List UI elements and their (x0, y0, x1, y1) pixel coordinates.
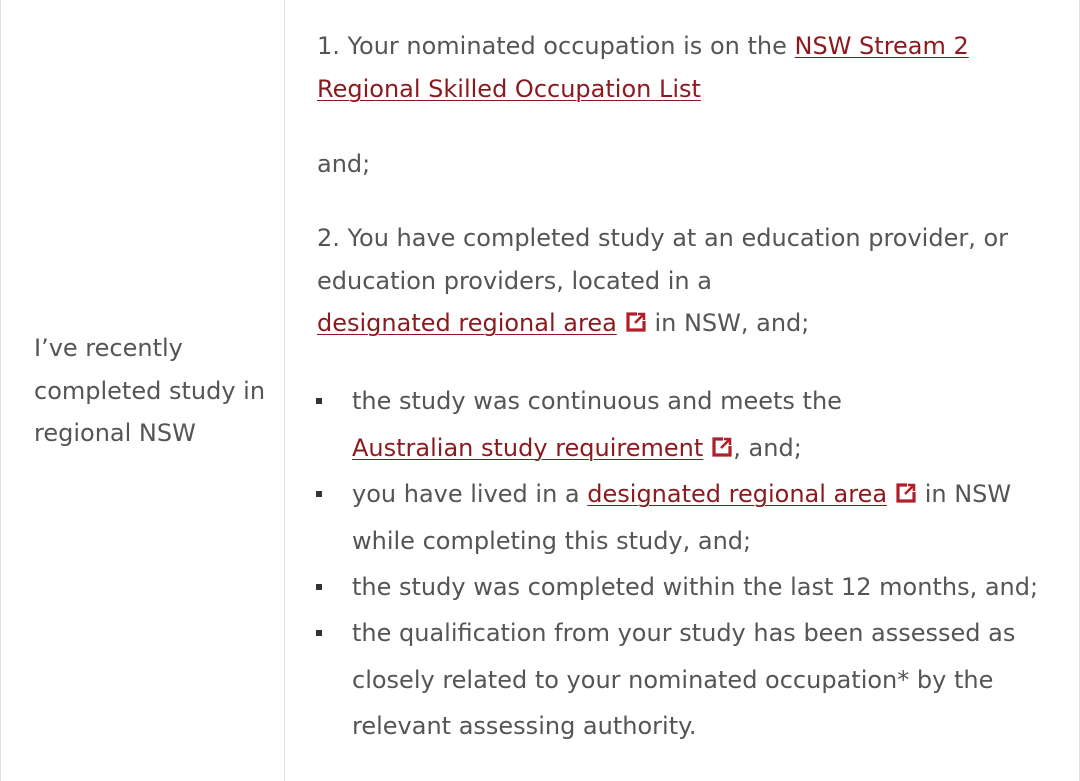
occupation-list-link[interactable]: NSW Stream 2 Regional Skilled Occupation List (317, 32, 969, 103)
requirement-2-number: 2. (317, 224, 340, 252)
requirement-2 (317, 217, 1057, 345)
australian-study-requirement-link[interactable]: Australian study requirement (352, 433, 704, 462)
designated-regional-area-link[interactable]: designated regional area (317, 309, 617, 337)
list-item-text: the study was completed within the last 12 months, and; (352, 573, 1039, 601)
bullet-marker (316, 584, 322, 590)
list-item-text (352, 471, 1067, 564)
list-item-text: the qualification from your study has been assessed as closely related to your nominated occupation* by the relevant assessing authority. (352, 619, 1016, 740)
list-item-text (352, 378, 1067, 471)
list-item-suffix: , and; (733, 433, 802, 462)
list-item-prefix: the study was continuous and meets the (352, 387, 842, 415)
bullet-marker (316, 630, 322, 636)
list-item-prefix: you have lived in a (352, 480, 580, 508)
criteria-cell (1, 0, 285, 781)
external-link-icon (895, 482, 917, 504)
requirement-1-number: 1. (317, 32, 340, 60)
list-item-suffix: in NSW while completing this study, and; (352, 480, 1012, 555)
and-connector: and; (317, 150, 371, 178)
bullet-marker (316, 491, 322, 497)
requirement-2-text: You have completed study at an education provider, or education providers, located in a (317, 224, 1009, 295)
criteria-label: I’ve recently completed study in regional NSW (34, 334, 266, 447)
requirement-1-text: Your nominated occupation is on the (347, 32, 787, 60)
external-link-icon (625, 311, 647, 333)
designated-regional-area-link-2[interactable]: designated regional area (587, 480, 888, 508)
requirement-2-suffix: in NSW, and; (654, 309, 810, 337)
requirement-1 (317, 25, 1057, 110)
external-link-icon (711, 436, 733, 458)
bullet-marker (316, 398, 322, 404)
requirements-cell (286, 0, 1080, 781)
